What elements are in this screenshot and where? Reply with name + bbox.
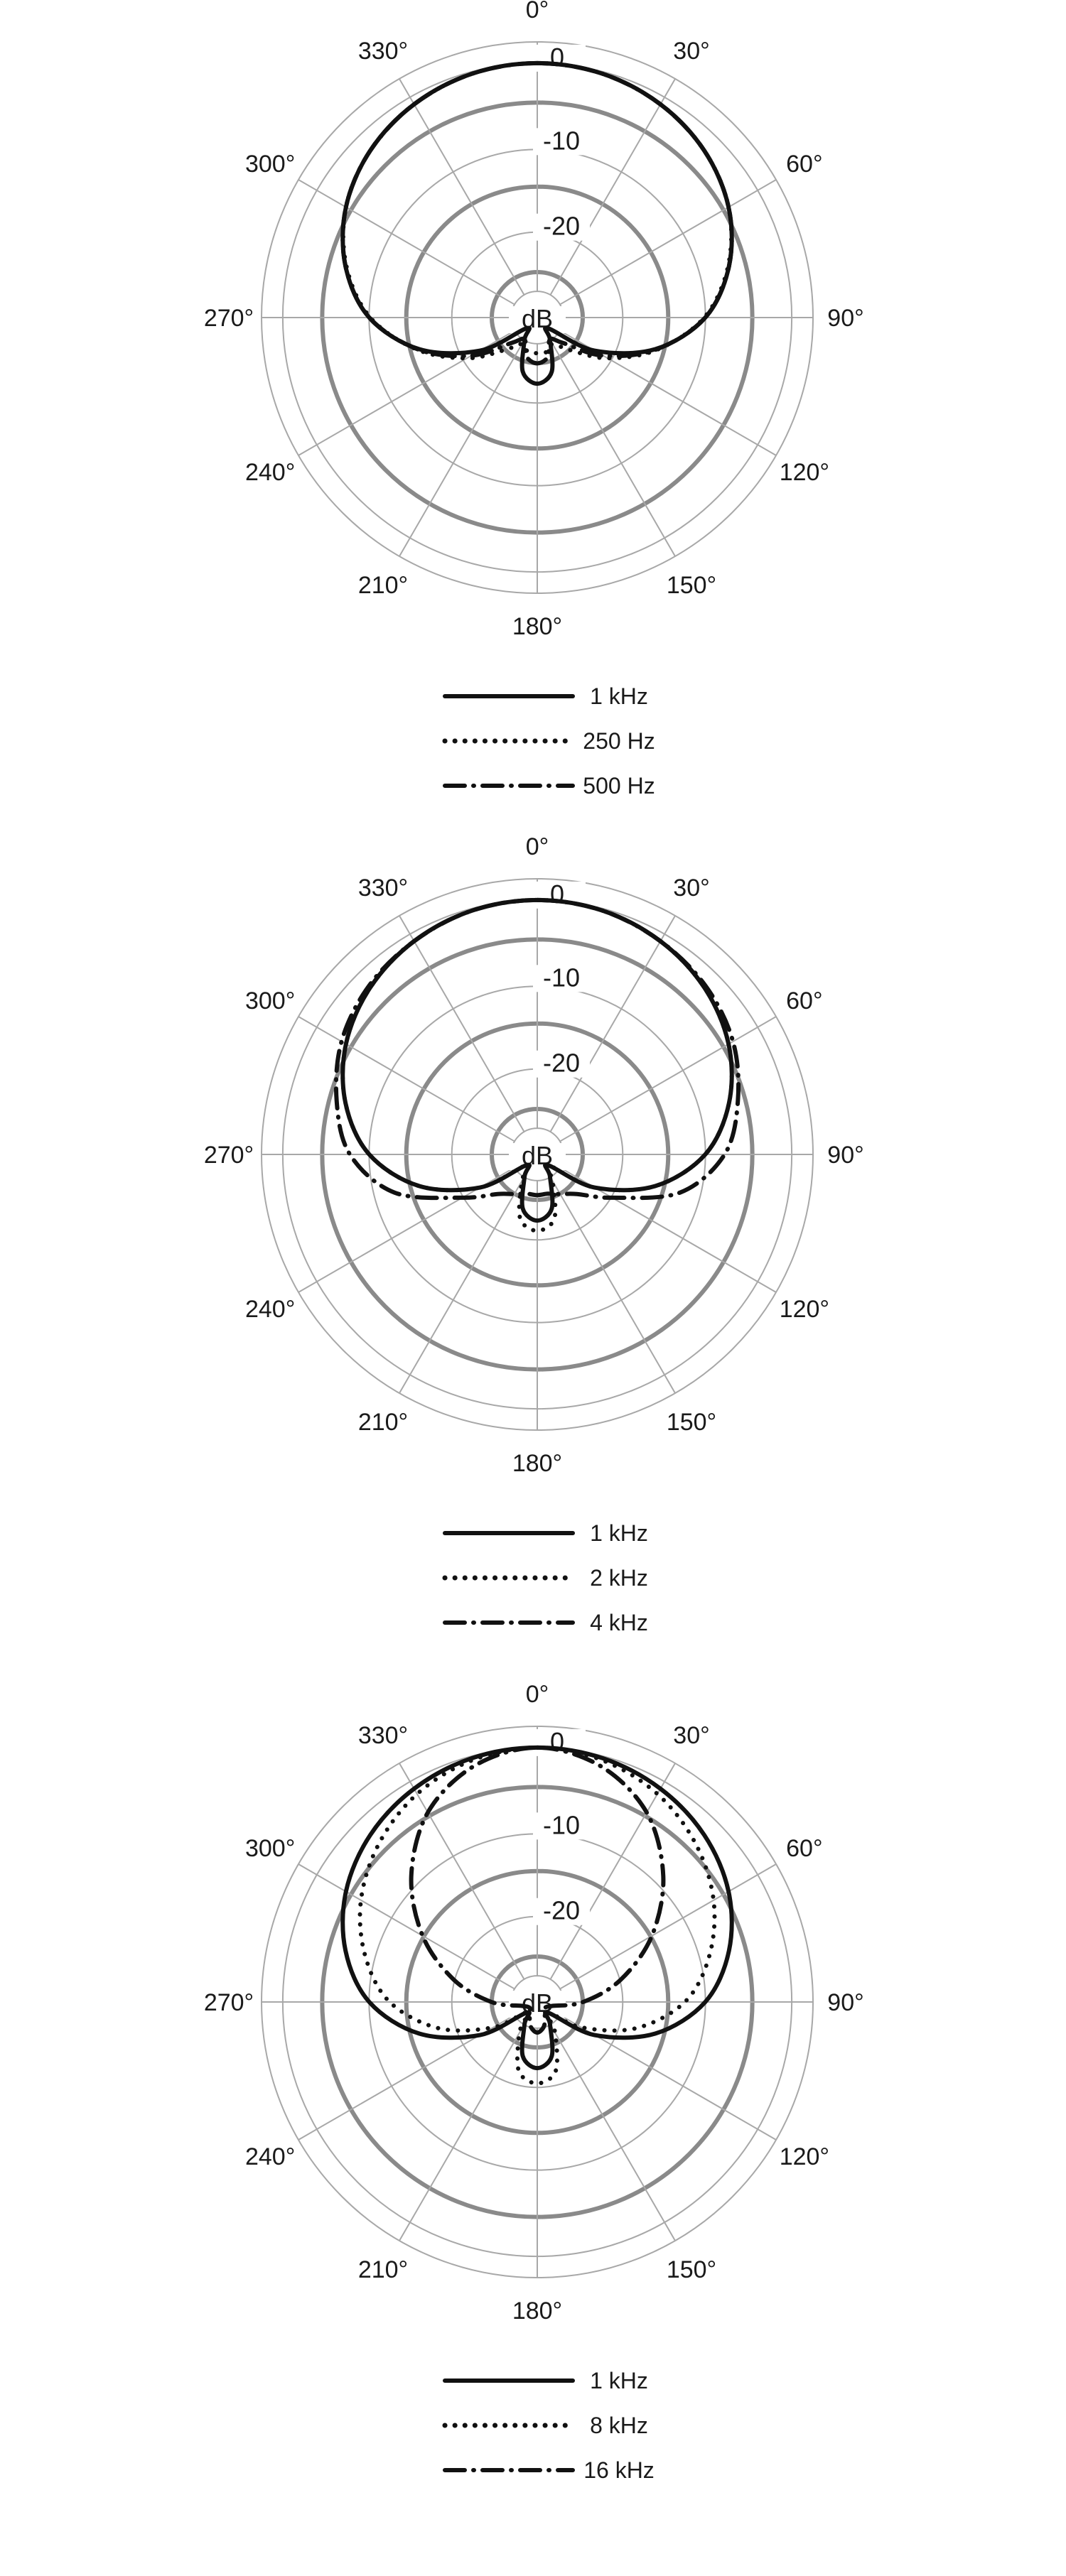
angle-tick-label: 90°	[827, 1989, 864, 2016]
legend-label: 8 kHz	[590, 2413, 648, 2438]
angle-tick-label: 60°	[786, 1835, 823, 1862]
angle-tick-label: 210°	[357, 571, 409, 599]
angle-tick-label: 150°	[666, 1408, 717, 1436]
radial-tick-label: -20	[542, 1895, 581, 1925]
angle-tick-label: 240°	[244, 2143, 296, 2170]
angle-tick-label: 60°	[786, 151, 823, 178]
legend-label: 500 Hz	[583, 773, 655, 799]
legend-label: 16 kHz	[583, 2457, 655, 2483]
radial-tick-label: -10	[542, 126, 581, 156]
radial-tick-label: -20	[542, 211, 581, 241]
legend-label: 1 kHz	[590, 1520, 648, 1546]
angle-tick-label: 60°	[786, 987, 823, 1014]
angle-tick-label: 300°	[244, 151, 296, 178]
radial-tick-label: 0	[549, 42, 565, 72]
angle-tick-label: 240°	[244, 459, 296, 486]
angle-tick-label: 210°	[357, 1408, 409, 1436]
angle-tick-label: 270°	[203, 1989, 254, 2016]
angle-tick-label: 0°	[525, 0, 549, 23]
legend-label: 2 kHz	[590, 1565, 648, 1591]
legend-label: 1 kHz	[590, 2368, 648, 2393]
angle-tick-label: 120°	[779, 459, 830, 486]
radial-tick-label: -20	[542, 1048, 581, 1078]
radial-tick-label: -10	[542, 1810, 581, 1840]
angle-tick-label: 330°	[357, 1722, 409, 1750]
angle-tick-label: 150°	[666, 2256, 717, 2283]
angle-tick-label: 30°	[673, 1722, 710, 1750]
angle-tick-label: 30°	[673, 38, 710, 65]
angle-tick-label: 180°	[512, 613, 563, 640]
angle-tick-label: 0°	[525, 833, 549, 860]
angle-tick-label: 90°	[827, 305, 864, 332]
angle-tick-label: 240°	[244, 1296, 296, 1323]
angle-tick-label: 150°	[666, 571, 717, 599]
polar-chart-3	[204, 1681, 864, 2483]
legend-label: 1 kHz	[590, 683, 648, 709]
legend-label: 4 kHz	[590, 1610, 648, 1635]
radial-tick-label: 0	[549, 1726, 565, 1756]
polar-chart-1	[204, 0, 864, 799]
angle-tick-label: 180°	[512, 1450, 563, 1477]
angle-tick-label: 120°	[779, 2143, 830, 2170]
angle-tick-label: 330°	[357, 38, 409, 65]
radial-tick-label: dB	[521, 304, 554, 333]
radial-tick-label: -10	[542, 963, 581, 992]
angle-tick-label: 120°	[779, 1296, 830, 1323]
angle-tick-label: 180°	[512, 2298, 563, 2325]
angle-tick-label: 210°	[357, 2256, 409, 2283]
angle-tick-label: 270°	[203, 1142, 254, 1169]
angle-tick-label: 0°	[525, 1681, 549, 1708]
angle-tick-label: 300°	[244, 1835, 296, 1862]
radial-tick-label: 0	[549, 879, 565, 909]
polar-chart-2	[204, 833, 864, 1635]
angle-tick-label: 300°	[244, 987, 296, 1014]
angle-tick-label: 330°	[357, 875, 409, 902]
legend-label: 250 Hz	[583, 728, 655, 754]
angle-tick-label: 30°	[673, 875, 710, 902]
radial-tick-label: dB	[521, 1141, 554, 1170]
radial-tick-label: dB	[521, 1988, 554, 2018]
angle-tick-label: 270°	[203, 305, 254, 332]
angle-tick-label: 90°	[827, 1142, 864, 1169]
